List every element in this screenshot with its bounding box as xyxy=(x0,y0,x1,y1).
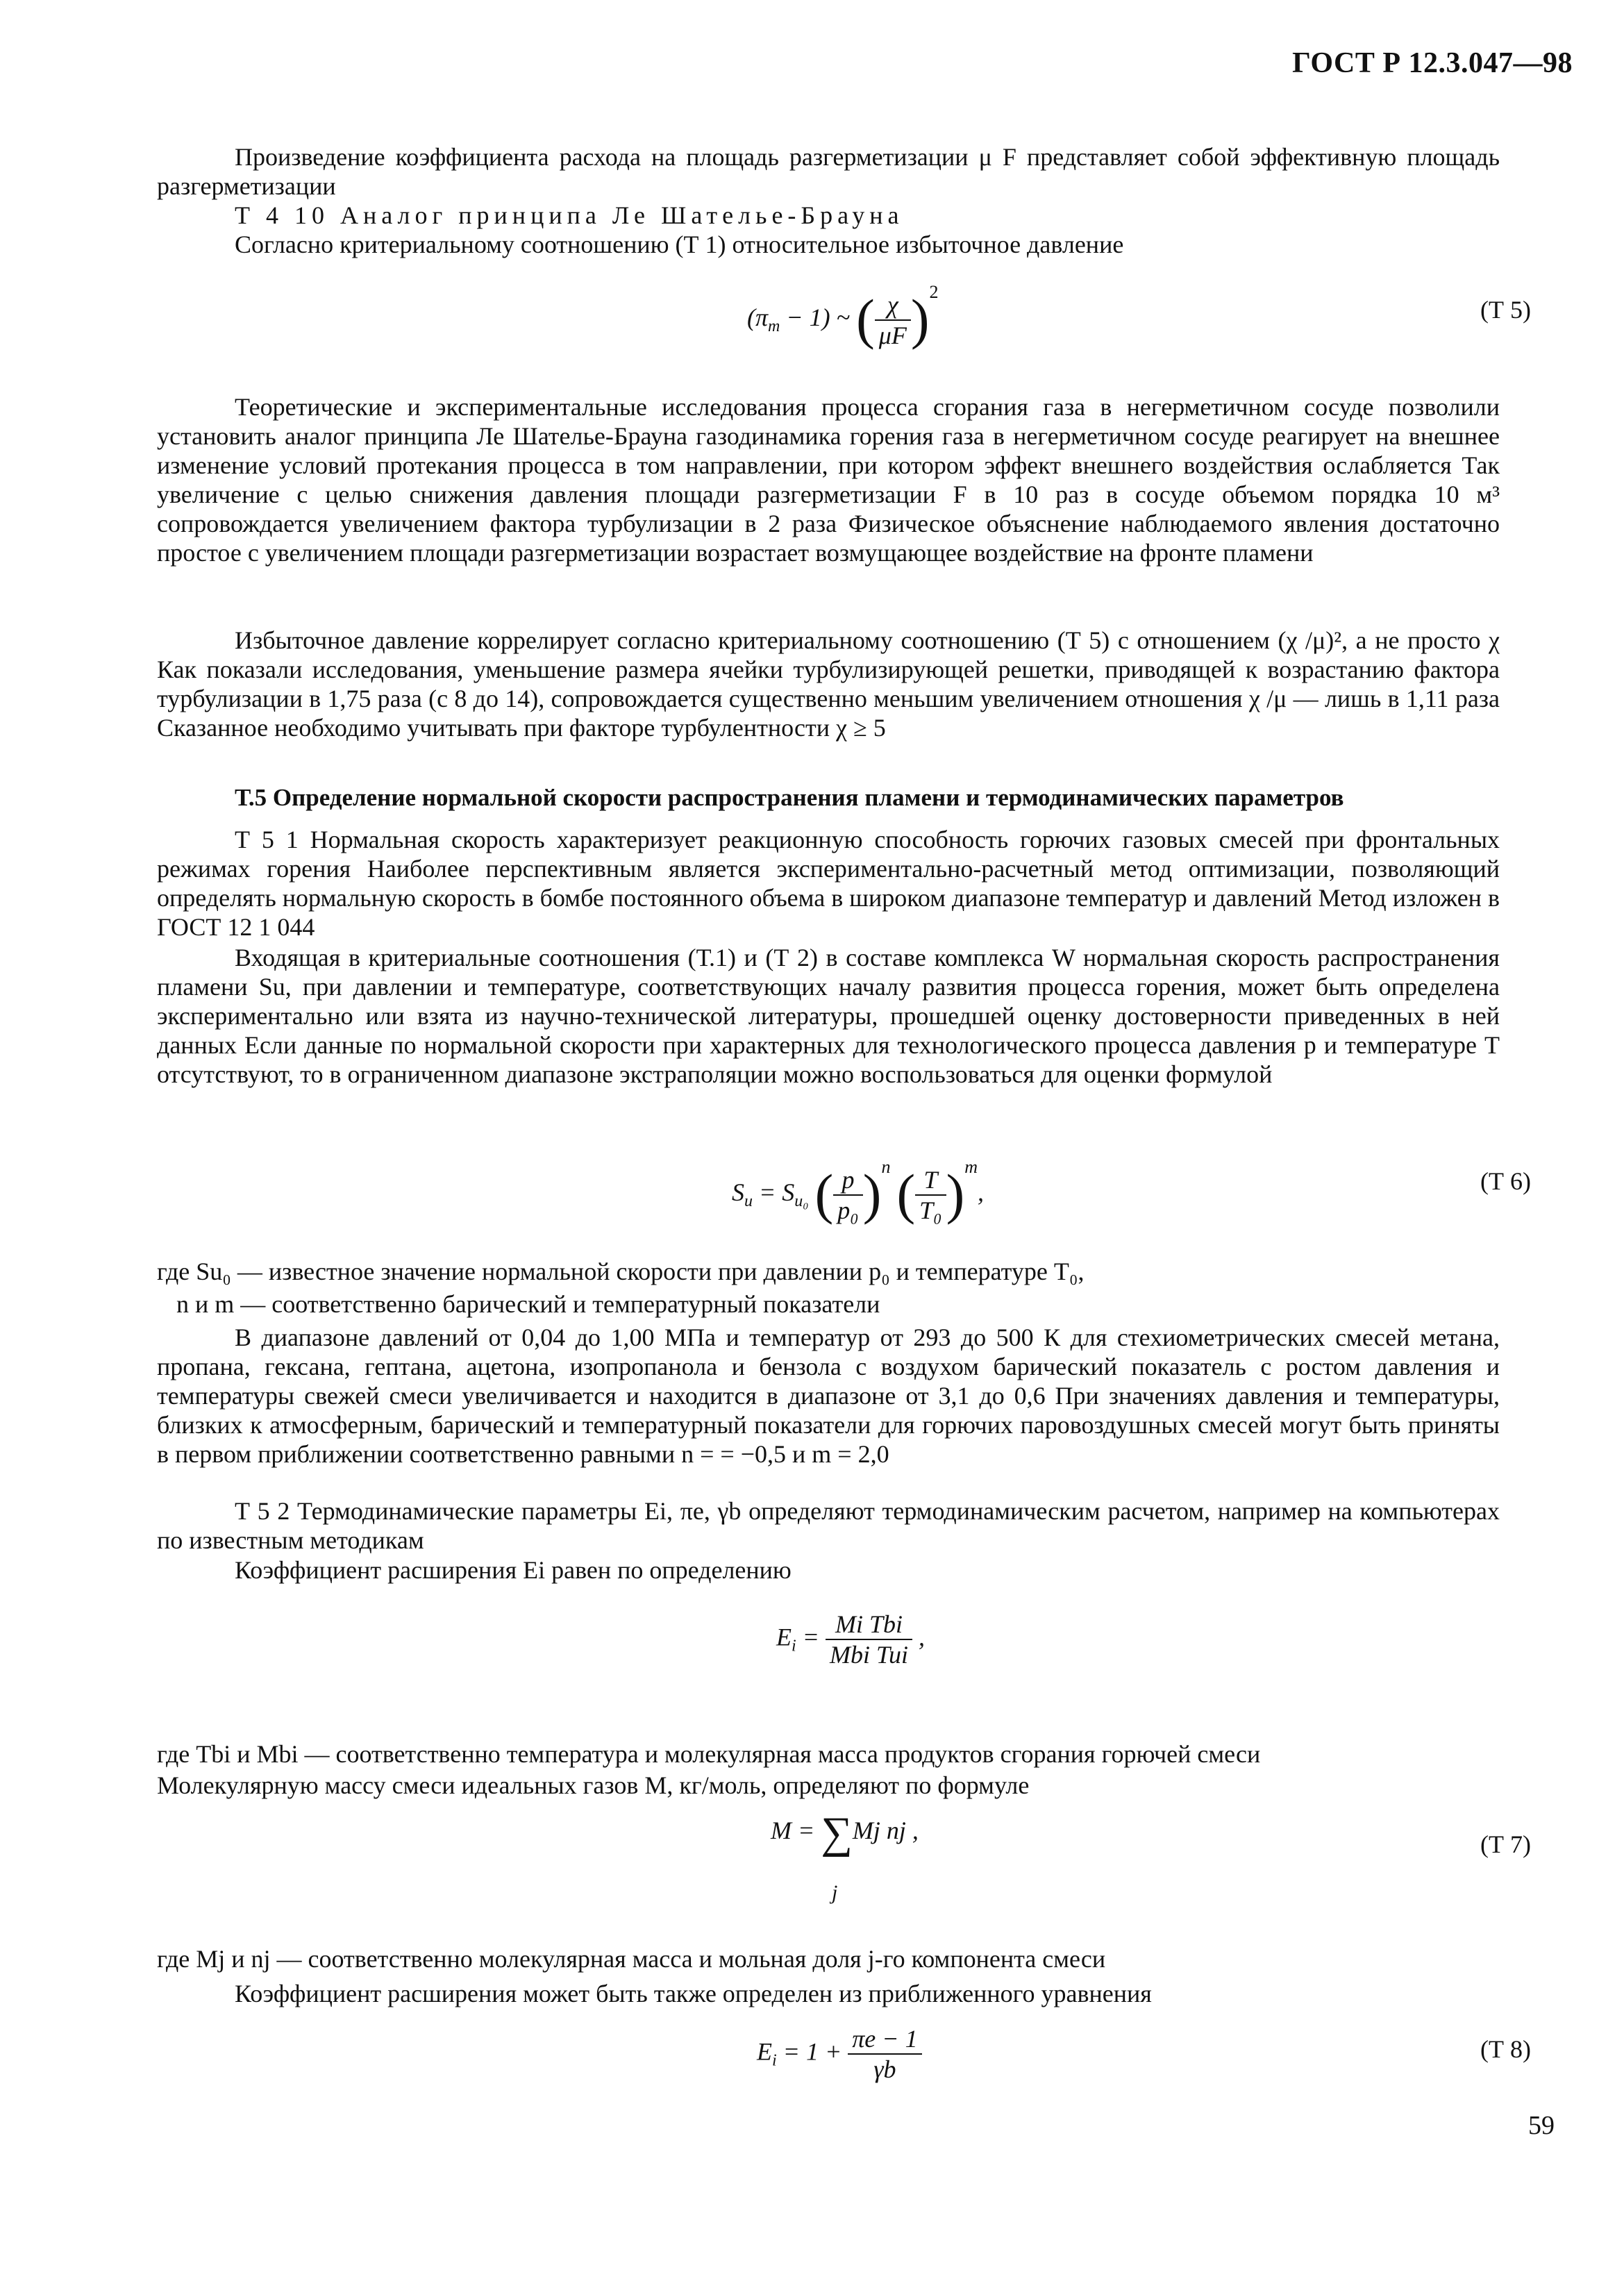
eq-t6-close-paren-2: ) xyxy=(946,1164,965,1226)
eq-t5-open-paren: ( xyxy=(856,289,875,351)
eq-t6-f2-num: T xyxy=(915,1165,946,1196)
equation-t6 xyxy=(732,1153,984,1225)
eq-ei-lhs-sub: i xyxy=(792,1637,796,1655)
eq-t8-denominator: γb xyxy=(873,2055,896,2083)
equation-t5 xyxy=(747,278,938,350)
eq-ei-denominator: Mbi Tui xyxy=(829,1641,908,1669)
eq-t6-open-paren-2: ( xyxy=(896,1164,916,1226)
paragraph-normal-velocity: Входящая в критериальные соотношения (Т.1) и (Т 2) в составе комплекса W нормальная скорость распространения пламени Su, при давлении и температуре, соответствующих началу развития процесса горения, может быть определена экспериментально или взята из научно-технической литературы, прошедшей оценку достоверности приведенных в ней данных Если данные по нормальной скорости при характерных для технологического процесса давления p и температуре T отсутствуют, то в ограниченном диапазоне экстраполяции можно воспользоваться для оценки формулой xyxy=(157,944,1500,1088)
eq-ei-lhs: E xyxy=(776,1623,792,1651)
paragraph-effective-area: Произведение коэффициента расхода на площадь разгерметизации μ F представляет собой эффективную площадь разгерметизации xyxy=(157,143,1500,200)
equation-number-t8: (Т 8) xyxy=(1480,2035,1531,2063)
eq-t7-rhs: Mj nj , xyxy=(852,1817,919,1844)
eq-ei-fraction xyxy=(826,1610,912,1669)
equation-number-t5: (Т 5) xyxy=(1480,296,1531,324)
eq-t6-mid-sub: u₀ xyxy=(794,1192,809,1211)
paragraph-expansion-definition: Коэффициент расширения Ei равен по определению xyxy=(235,1556,792,1584)
eq-t5-lhs-sub: m xyxy=(768,317,780,336)
where-t6-line2: n и m — соответственно барический и температурный показатели xyxy=(176,1290,880,1318)
eq-ei-equals: = xyxy=(796,1623,826,1651)
eq-t7-sum-index: j xyxy=(832,1881,838,1904)
eq-t6-lhs: S xyxy=(732,1178,744,1206)
equation-t7 xyxy=(771,1807,919,1857)
paragraph-pressure-range: В диапазоне давлений от 0,04 до 1,00 МПа и температур от 293 до 500 К для стехиометрических смесей метана, пропана, гексана, гептана, ацетона, изопропанола и бензола с воздухом барический показатель с ростом давления и температуры свежей смеси увеличивается и находится в диапазоне от 3,1 до 0,6 При значениях давления и температуры, близких к атмосферным, барический и температурный показатели для горючих паровоздушных смесей могут быть приняты в первом приближении соответственно равными n = = −0,5 и m = 2,0 xyxy=(157,1323,1500,1468)
eq-t6-open-paren-1: ( xyxy=(814,1164,834,1226)
paragraph-le-chatelier-analog: Теоретические и экспериментальные исследования процесса сгорания газа в негерметичном сосуде позволили установить аналог принципа Ле Шателье-Брауна газодинамика горения газа в негерметичном сосуде реагирует на внешнее изменение условий протекания процесса в том направлении, при котором эффект внешнего воздействия ослабляется Так увеличение с целью снижения давления площади разгерметизации F в 10 раз в сосуде объемом порядка 10 м³ сопровождается увеличением фактора турбулизации в 2 раза Физическое объяснение наблюдаемого явления достаточно простое с увеличением площади разгерметизации возрастает возмущающее воздействие на фронте пламени xyxy=(157,393,1500,567)
eq-t5-lhs: (π xyxy=(747,303,769,331)
paragraph-overpressure-correlation: Избыточное давление коррелирует согласно критериальному соотношению (Т 5) с отношением (χ /μ)², а не просто χ Как показали исследования, уменьшение размера ячейки турбулизирующей решетки, приводящей к возрастанию фактора турбулизации в 1,75 раза (с 8 до 14), сопровождается существенно меньшим увеличением отношения χ /μ — лишь в 1,11 раза Сказанное необходимо учитывать при факторе турбулентности χ ≥ 5 xyxy=(157,626,1500,742)
eq-t6-f2-den: T₀ xyxy=(919,1196,942,1224)
eq-t6-mid: = S xyxy=(753,1178,795,1206)
eq-t8-lhs: E xyxy=(757,2037,772,2066)
equation-t8 xyxy=(757,2024,922,2084)
eq-t6-fraction-1 xyxy=(833,1165,863,1225)
eq-t7-sum: ∑ xyxy=(821,1807,853,1857)
eq-t6-f1-den: p₀ xyxy=(837,1196,859,1224)
eq-t5-numerator: χ xyxy=(875,290,911,321)
equation-number-t6: (Т 6) xyxy=(1480,1167,1531,1195)
eq-t6-f1-num: p xyxy=(833,1165,863,1196)
where-t7: где Mj и nj — соответственно молекулярная масса и мольная доля j-го компонента смеси xyxy=(157,1945,1106,1973)
paragraph-approx-equation: Коэффициент расширения может быть также определен из приближенного уравнения xyxy=(235,1980,1152,2007)
eq-t6-fraction-2 xyxy=(915,1165,946,1225)
eq-t6-power-m: m xyxy=(964,1157,978,1177)
paragraph-criterial-relation: Согласно критериальному соотношению (Т 1) относительное избыточное давление xyxy=(235,231,1124,258)
page-number: 59 xyxy=(1528,2111,1555,2140)
eq-t8-fraction xyxy=(848,2024,921,2084)
eq-t8-numerator: πe − 1 xyxy=(848,2024,921,2055)
eq-t5-fraction xyxy=(875,290,911,350)
equation-ei xyxy=(776,1610,925,1669)
document-code-header: ГОСТ Р 12.3.047—98 xyxy=(1292,47,1573,79)
eq-t5-denominator: μF xyxy=(878,321,907,349)
paragraph-t52: Т 5 2 Термодинамические параметры Ei, πe, γb определяют термодинамическим расчетом, например на компьютерах по известным методикам xyxy=(157,1497,1500,1554)
eq-t8-lhs-sub: i xyxy=(772,2051,777,2070)
clause-t410-heading: Т 4 10 Аналог принципа Ле Шателье-Брауна xyxy=(235,201,904,229)
paragraph-t51: Т 5 1 Нормальная скорость характеризует реакционную способность горючих газовых смесей при фронтальных режимах горения Наиболее перспективным является экспериментально-расчетный метод оптимизации, позволяющий определять нормальную скорость в бомбе постоянного объема в широком диапазоне температур и давлений Метод изложен в ГОСТ 12 1 044 xyxy=(157,826,1500,941)
eq-t6-tail: , xyxy=(978,1178,985,1206)
eq-t8-mid: = 1 + xyxy=(776,2037,848,2066)
eq-t6-close-paren-1: ) xyxy=(862,1164,882,1226)
eq-t5-close-paren: ) xyxy=(910,289,930,351)
eq-t6-power-n: n xyxy=(881,1157,891,1177)
eq-t6-lhs-sub: u xyxy=(744,1192,753,1211)
equation-number-t7: (Т 7) xyxy=(1480,1830,1531,1858)
where-t6-line1: где Su₀ — известное значение нормальной скорости при давлении p₀ и температуре T₀, xyxy=(157,1258,1085,1285)
where-ei: где Tbi и Mbi — соответственно температура и молекулярная масса продуктов сгорания горючей смеси xyxy=(157,1740,1261,1768)
eq-t5-power: 2 xyxy=(929,282,939,302)
eq-t5-lhs-tail: − 1) ~ xyxy=(780,303,857,331)
eq-t7-lhs: M = xyxy=(771,1817,821,1844)
section-t5-title: Т.5 Определение нормальной скорости распространения пламени и термодинамических параметров xyxy=(235,784,1344,811)
eq-ei-numerator: Mi Tbi xyxy=(826,1610,912,1640)
eq-ei-tail: , xyxy=(912,1623,925,1651)
paragraph-molecular-mass: Молекулярную массу смеси идеальных газов M, кг/моль, определяют по формуле xyxy=(157,1771,1030,1799)
